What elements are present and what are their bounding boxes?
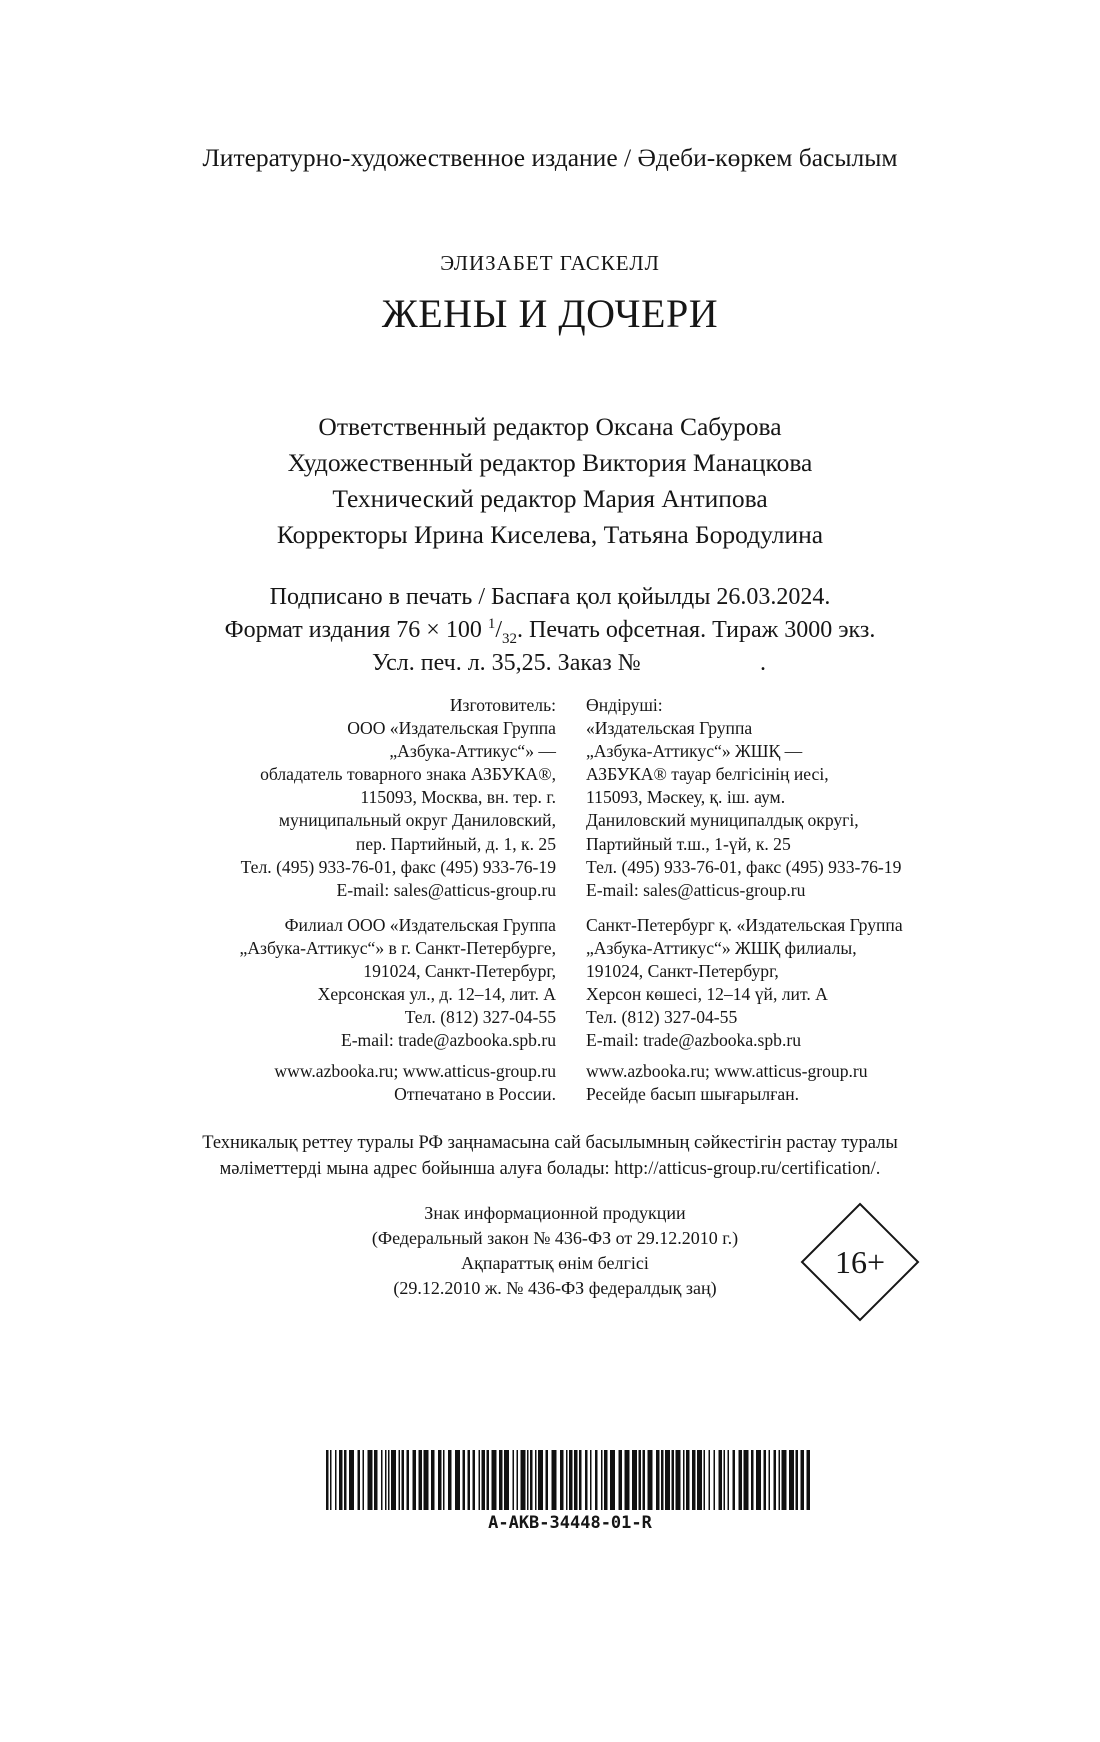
barcode-bar xyxy=(385,1450,387,1510)
format-denominator: 32 xyxy=(501,630,517,647)
barcode-bar xyxy=(546,1450,549,1510)
branch-ru-line: Филиал ООО «Издательская Группа xyxy=(284,915,556,935)
format-suffix: . Печать офсетная. Тираж 3000 экз. xyxy=(516,617,876,643)
branch-ru-line: Херсонская ул., д. 12–14, лит. А xyxy=(317,984,556,1005)
barcode-bar xyxy=(419,1450,423,1510)
branch-ru xyxy=(240,914,556,1053)
barcode-bar xyxy=(499,1450,503,1510)
barcode-bar xyxy=(438,1450,442,1510)
barcode-bar xyxy=(610,1450,615,1510)
print-format xyxy=(0,616,1100,647)
barcode-bar xyxy=(789,1450,794,1510)
barcode-code: A-AKB-34448-01-R xyxy=(488,1513,652,1533)
barcode-bar xyxy=(424,1450,429,1510)
web-kz xyxy=(586,1060,868,1106)
barcode-bar xyxy=(527,1450,529,1510)
barcode-bar xyxy=(697,1450,702,1510)
manufacturer-ru-line: муниципальный округ Даниловский, xyxy=(278,810,556,831)
staff-line: Художественный редактор Виктория Манацкова xyxy=(287,448,813,477)
barcode-bar xyxy=(473,1450,476,1510)
certification-line: мәліметтерді мына адрес бойынша алуға болады: http://atticus-group.ru/certification/. xyxy=(219,1159,881,1179)
manufacturer-ru-line: E-mail: sales@atticus-group.ru xyxy=(336,879,556,900)
branch-kz xyxy=(586,914,903,1053)
branch-kz-line: Тел. (812) 327-04-55 xyxy=(586,1007,738,1028)
barcode-bar xyxy=(661,1450,664,1510)
info-sign-line: (Федеральный закон № 436-ФЗ от 29.12.2010 г.) xyxy=(371,1228,739,1248)
manufacturer-ru-line: обладатель товарного знака АЗБУКА®, xyxy=(260,764,556,785)
barcode-bar xyxy=(601,1450,603,1510)
barcode-bar xyxy=(801,1450,805,1510)
branch-kz-line: 191024, Санкт-Петербург, xyxy=(586,961,779,982)
barcode-bar xyxy=(335,1450,337,1510)
format-prefix: Формат издания 76 × 100 xyxy=(224,617,488,643)
barcode-bar xyxy=(656,1450,660,1510)
barcode-bar xyxy=(604,1450,608,1510)
branch-ru-line: 191024, Санкт-Петербург, xyxy=(363,961,556,982)
barcode-bar xyxy=(779,1450,781,1510)
manufacturer-kz xyxy=(586,694,901,902)
barcode-bar xyxy=(374,1450,378,1510)
branch-kz-line: Херсон көшесі, 12–14 үй, лит. А xyxy=(586,984,828,1005)
staff-line: Корректоры Ирина Киселева, Татьяна Бородулина xyxy=(276,520,824,549)
barcode-bar xyxy=(686,1450,690,1510)
barcode-bar xyxy=(643,1450,646,1510)
branch-kz-line: „Азбука-Аттикус“» ЖШҚ филиалы, xyxy=(586,938,857,959)
barcode-bar xyxy=(648,1450,653,1510)
info-sign-line: Ақпараттық өнім белгісі xyxy=(461,1253,649,1273)
barcode-bar xyxy=(764,1450,767,1510)
format-slash: / xyxy=(495,617,502,643)
barcode-bar xyxy=(530,1450,533,1510)
barcode-bar xyxy=(774,1450,777,1510)
barcode-bar xyxy=(704,1450,706,1510)
barcode-bar xyxy=(391,1450,396,1510)
branch-kz-line: E-mail: trade@azbooka.spb.ru xyxy=(586,1030,802,1051)
manufacturer-ru-line: ООО «Издательская Группа xyxy=(347,718,556,739)
format-numerator: 1 xyxy=(487,616,496,632)
manufacturer-kz-line: E-mail: sales@atticus-group.ru xyxy=(586,879,806,900)
barcode-bar xyxy=(326,1450,329,1510)
barcode-bar xyxy=(431,1450,435,1510)
branch-kz-line: Санкт-Петербург қ. «Издательская Группа xyxy=(586,915,903,935)
barcode-bar xyxy=(344,1450,347,1510)
web-ru-line: www.azbooka.ru; www.atticus-group.ru xyxy=(274,1061,556,1081)
age-rating-label: 16+ xyxy=(834,1244,886,1280)
barcode-bar xyxy=(560,1450,564,1510)
barcode-bar xyxy=(709,1450,711,1510)
manufacturer-ru xyxy=(241,694,556,902)
barcode-bar xyxy=(639,1450,642,1510)
web-kz-line: Ресейде басып шығарылған. xyxy=(586,1084,800,1105)
info-sign-line: (29.12.2010 ж. № 436-ФЗ федералдық заң) xyxy=(393,1278,717,1298)
manufacturer-kz-line: „Азбука-Аттикус“» ЖШҚ — xyxy=(586,741,803,762)
manufacturer-ru-line: „Азбука-Аттикус“» — xyxy=(389,741,556,762)
manufacturer-kz-line: Өндіруші: xyxy=(586,695,663,715)
order-number-end: . xyxy=(760,650,766,676)
barcode-bar xyxy=(492,1450,497,1510)
barcode-bar xyxy=(574,1450,578,1510)
barcode-bar xyxy=(585,1450,588,1510)
branch-ru-line: „Азбука-Аттикус“» в г. Санкт-Петербурге, xyxy=(239,938,556,959)
barcode-bar xyxy=(399,1450,401,1510)
barcode-bar xyxy=(521,1450,526,1510)
barcode-bar xyxy=(535,1450,537,1510)
barcode-bar xyxy=(455,1450,460,1510)
barcode-bar xyxy=(381,1450,383,1510)
manufacturer-kz-line: Тел. (495) 933-76-01, факс (495) 933-76-19 xyxy=(586,856,902,877)
barcode-bar xyxy=(724,1450,726,1510)
barcode xyxy=(320,1450,820,1510)
barcode-bar xyxy=(330,1450,332,1510)
author-name: ЭЛИЗАБЕТ ГАСКЕЛЛ xyxy=(440,251,660,275)
barcode-bar xyxy=(513,1450,515,1510)
web-kz-line: www.azbooka.ru; www.atticus-group.ru xyxy=(586,1061,868,1081)
web-ru xyxy=(274,1060,556,1106)
barcode-bar xyxy=(479,1450,481,1510)
book-title: ЖЕНЫ И ДОЧЕРИ xyxy=(381,291,719,336)
barcode-bar xyxy=(739,1450,743,1510)
branch-ru-line: E-mail: trade@azbooka.spb.ru xyxy=(340,1030,556,1051)
branch-ru-line: Тел. (812) 327-04-55 xyxy=(404,1007,556,1028)
barcode-bar xyxy=(676,1450,681,1510)
manufacturer-kz-line: Партийный т.ш., 1-үй, к. 25 xyxy=(586,833,791,854)
barcode-bar xyxy=(538,1450,543,1510)
barcode-bar xyxy=(728,1450,730,1510)
barcode-bar xyxy=(692,1450,696,1510)
barcode-bar xyxy=(566,1450,568,1510)
staff-line: Ответственный редактор Оксана Сабурова xyxy=(318,412,782,441)
printed-sheets: Усл. печ. л. 35,25. Заказ № xyxy=(372,650,641,676)
staff-line: Технический редактор Мария Антипова xyxy=(332,484,768,513)
age-rating-badge xyxy=(800,1202,920,1322)
barcode-bar xyxy=(569,1450,573,1510)
barcode-bar xyxy=(487,1450,490,1510)
barcode-bar xyxy=(552,1450,557,1510)
barcode-bar xyxy=(714,1450,716,1510)
barcode-bar xyxy=(443,1450,445,1510)
manufacturer-kz-line: Даниловский муниципалдық округі, xyxy=(586,810,859,831)
barcode-bar xyxy=(807,1450,811,1510)
barcode-bar xyxy=(769,1450,771,1510)
manufacturer-ru-line: пер. Партийный, д. 1, к. 25 xyxy=(355,833,556,854)
barcode-bar xyxy=(782,1450,787,1510)
barcode-bar xyxy=(413,1450,417,1510)
manufacturer-ru-line: Тел. (495) 933-76-01, факс (495) 933-76-19 xyxy=(240,856,556,877)
edition-type: Литературно-художественное издание / Әдеби-көркем басылым xyxy=(202,143,898,172)
web-ru-line: Отпечатано в России. xyxy=(394,1084,556,1105)
barcode-bar xyxy=(595,1450,598,1510)
barcode-bar xyxy=(463,1450,466,1510)
manufacturer-ru-line: 115093, Москва, вн. тер. г. xyxy=(360,787,556,808)
barcode-bar xyxy=(407,1450,410,1510)
barcode-bar xyxy=(672,1450,675,1510)
manufacturer-kz-line: АЗБУКА® тауар белгісінің иесі, xyxy=(586,764,829,785)
barcode-bar xyxy=(632,1450,637,1510)
barcode-bar xyxy=(756,1450,761,1510)
barcode-bar xyxy=(719,1450,723,1510)
manufacturer-kz-line: 115093, Мәскеу, қ. іш. аум. xyxy=(586,787,786,808)
barcode-bar xyxy=(388,1450,390,1510)
barcode-bar xyxy=(368,1450,373,1510)
barcode-bar xyxy=(590,1450,592,1510)
barcode-bar xyxy=(744,1450,749,1510)
barcode-bar xyxy=(796,1450,799,1510)
barcode-bar xyxy=(579,1450,582,1510)
barcode-bar xyxy=(665,1450,670,1510)
certification-line: Техникалық реттеу туралы РФ заңнамасына сай басылымның сәйкестігін растау туралы xyxy=(202,1133,898,1153)
barcode-bar xyxy=(349,1450,354,1510)
barcode-bar xyxy=(517,1450,519,1510)
barcode-bar xyxy=(468,1450,471,1510)
barcode-bar xyxy=(619,1450,623,1510)
info-sign-line: Знак информационной продукции xyxy=(424,1203,686,1223)
barcode-bar xyxy=(339,1450,343,1510)
manufacturer-ru-line: Изготовитель: xyxy=(449,695,556,715)
barcode-bar xyxy=(683,1450,685,1510)
barcode-bar xyxy=(733,1450,736,1510)
barcode-bar xyxy=(402,1450,405,1510)
barcode-bar xyxy=(363,1450,365,1510)
barcode-bar xyxy=(482,1450,486,1510)
signed-to-print: Подписано в печать / Баспаға қол қойылды 26.03.2024. xyxy=(269,584,831,610)
manufacturer-kz-line: «Издательская Группа xyxy=(586,718,753,739)
barcode-bar xyxy=(358,1450,361,1510)
barcode-bar xyxy=(625,1450,630,1510)
barcode-bar xyxy=(751,1450,754,1510)
barcode-bar xyxy=(504,1450,509,1510)
barcode-bar xyxy=(448,1450,452,1510)
